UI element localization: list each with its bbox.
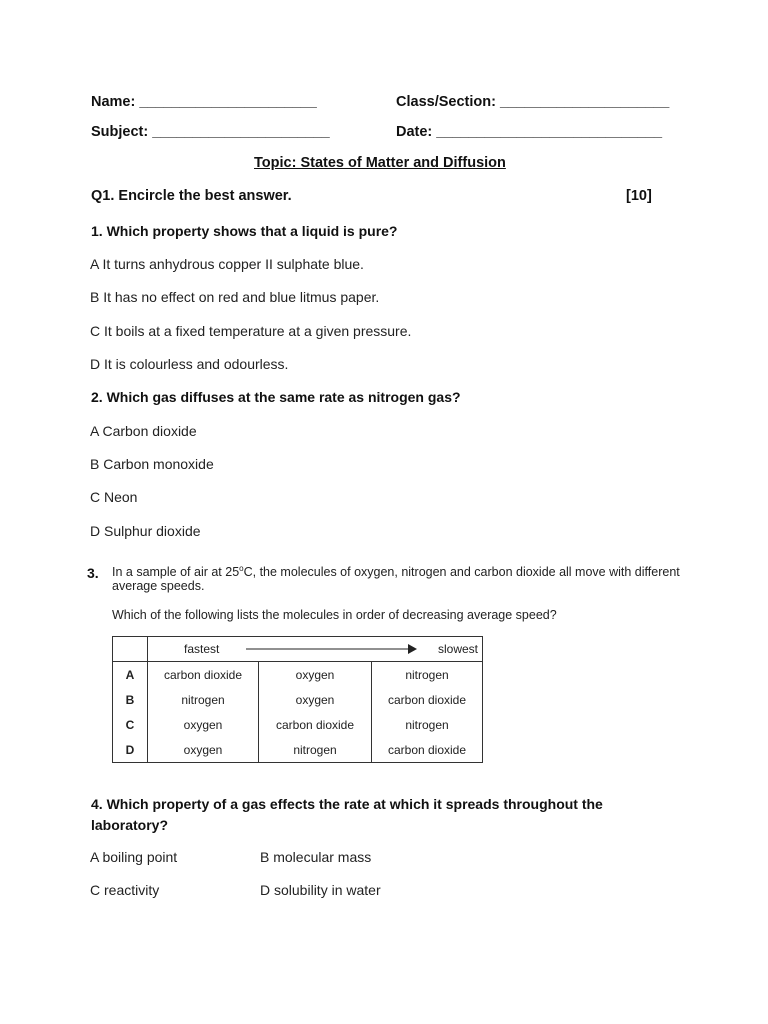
q2-option-c[interactable]: C Neon xyxy=(90,489,138,505)
table-row[interactable] xyxy=(113,687,483,712)
question-3-text-post: C, the molecules of oxygen, nitrogen and carbon dioxide all move with different average speeds. xyxy=(112,565,680,594)
name-field-label: Name: ______________________ xyxy=(91,94,317,110)
q4-option-a[interactable]: A boiling point xyxy=(90,849,178,865)
date-field-label: Date: ____________________________ xyxy=(396,124,663,140)
question-3-text xyxy=(112,562,712,593)
question-3-text-pre: In a sample of air at 25 xyxy=(112,565,240,580)
question-4-line-1: 4. Which property of a gas effects the rate at which it spreads throughout the xyxy=(91,796,603,812)
class-section-field-label: Class/Section: _____________________ xyxy=(396,94,670,110)
cell-fastest: nitrogen xyxy=(148,687,259,712)
fastest-label: fastest xyxy=(184,642,220,656)
q2-option-a[interactable]: A Carbon dioxide xyxy=(90,423,197,439)
q2-option-d[interactable]: D Sulphur dioxide xyxy=(90,523,201,539)
q1-option-a[interactable]: A It turns anhydrous copper II sulphate blue. xyxy=(90,256,364,272)
molecule-speed-table xyxy=(112,636,483,763)
table-header-row xyxy=(113,637,483,662)
row-label: C xyxy=(113,712,148,737)
q4-option-c[interactable]: C reactivity xyxy=(90,882,160,898)
q2-option-b[interactable]: B Carbon monoxide xyxy=(90,456,214,472)
cell-slowest: nitrogen xyxy=(372,712,483,737)
arrow-right-icon xyxy=(246,643,418,655)
q1-option-b[interactable]: B It has no effect on red and blue litmus paper. xyxy=(90,289,380,305)
cell-fastest: carbon dioxide xyxy=(148,662,259,688)
table-row[interactable] xyxy=(113,662,483,688)
slowest-label: slowest xyxy=(438,642,479,656)
cell-middle: oxygen xyxy=(259,687,372,712)
question-4-line-2: laboratory? xyxy=(91,817,169,833)
row-label: D xyxy=(113,737,148,763)
row-label: A xyxy=(113,662,148,688)
cell-middle: oxygen xyxy=(259,662,372,688)
cell-slowest: nitrogen xyxy=(372,662,483,688)
question-3-number: 3. xyxy=(87,565,99,581)
degree-superscript: o xyxy=(239,564,244,573)
question-1: 1. Which property shows that a liquid is pure? xyxy=(91,223,398,239)
q1-option-d[interactable]: D It is colourless and odourless. xyxy=(90,356,289,372)
cell-middle: nitrogen xyxy=(259,737,372,763)
table-row[interactable] xyxy=(113,737,483,763)
q1-option-c[interactable]: C It boils at a fixed temperature at a given pressure. xyxy=(90,323,412,339)
section-marks: [10] xyxy=(626,188,652,204)
cell-slowest: carbon dioxide xyxy=(372,737,483,763)
table-row[interactable] xyxy=(113,712,483,737)
row-label: B xyxy=(113,687,148,712)
cell-middle: carbon dioxide xyxy=(259,712,372,737)
subject-field-label: Subject: ______________________ xyxy=(91,124,330,140)
question-2: 2. Which gas diffuses at the same rate as nitrogen gas? xyxy=(91,389,461,405)
topic-title: Topic: States of Matter and Diffusion xyxy=(254,155,506,171)
q4-option-d[interactable]: D solubility in water xyxy=(260,882,381,898)
q4-option-b[interactable]: B molecular mass xyxy=(260,849,372,865)
cell-fastest: oxygen xyxy=(148,712,259,737)
section-instruction: Q1. Encircle the best answer. xyxy=(91,188,292,204)
cell-slowest: carbon dioxide xyxy=(372,687,483,712)
cell-fastest: oxygen xyxy=(148,737,259,763)
table-header-speed xyxy=(148,637,483,662)
table-header-blank xyxy=(113,637,148,662)
question-3-prompt: Which of the following lists the molecules in order of decreasing average speed? xyxy=(112,608,557,622)
